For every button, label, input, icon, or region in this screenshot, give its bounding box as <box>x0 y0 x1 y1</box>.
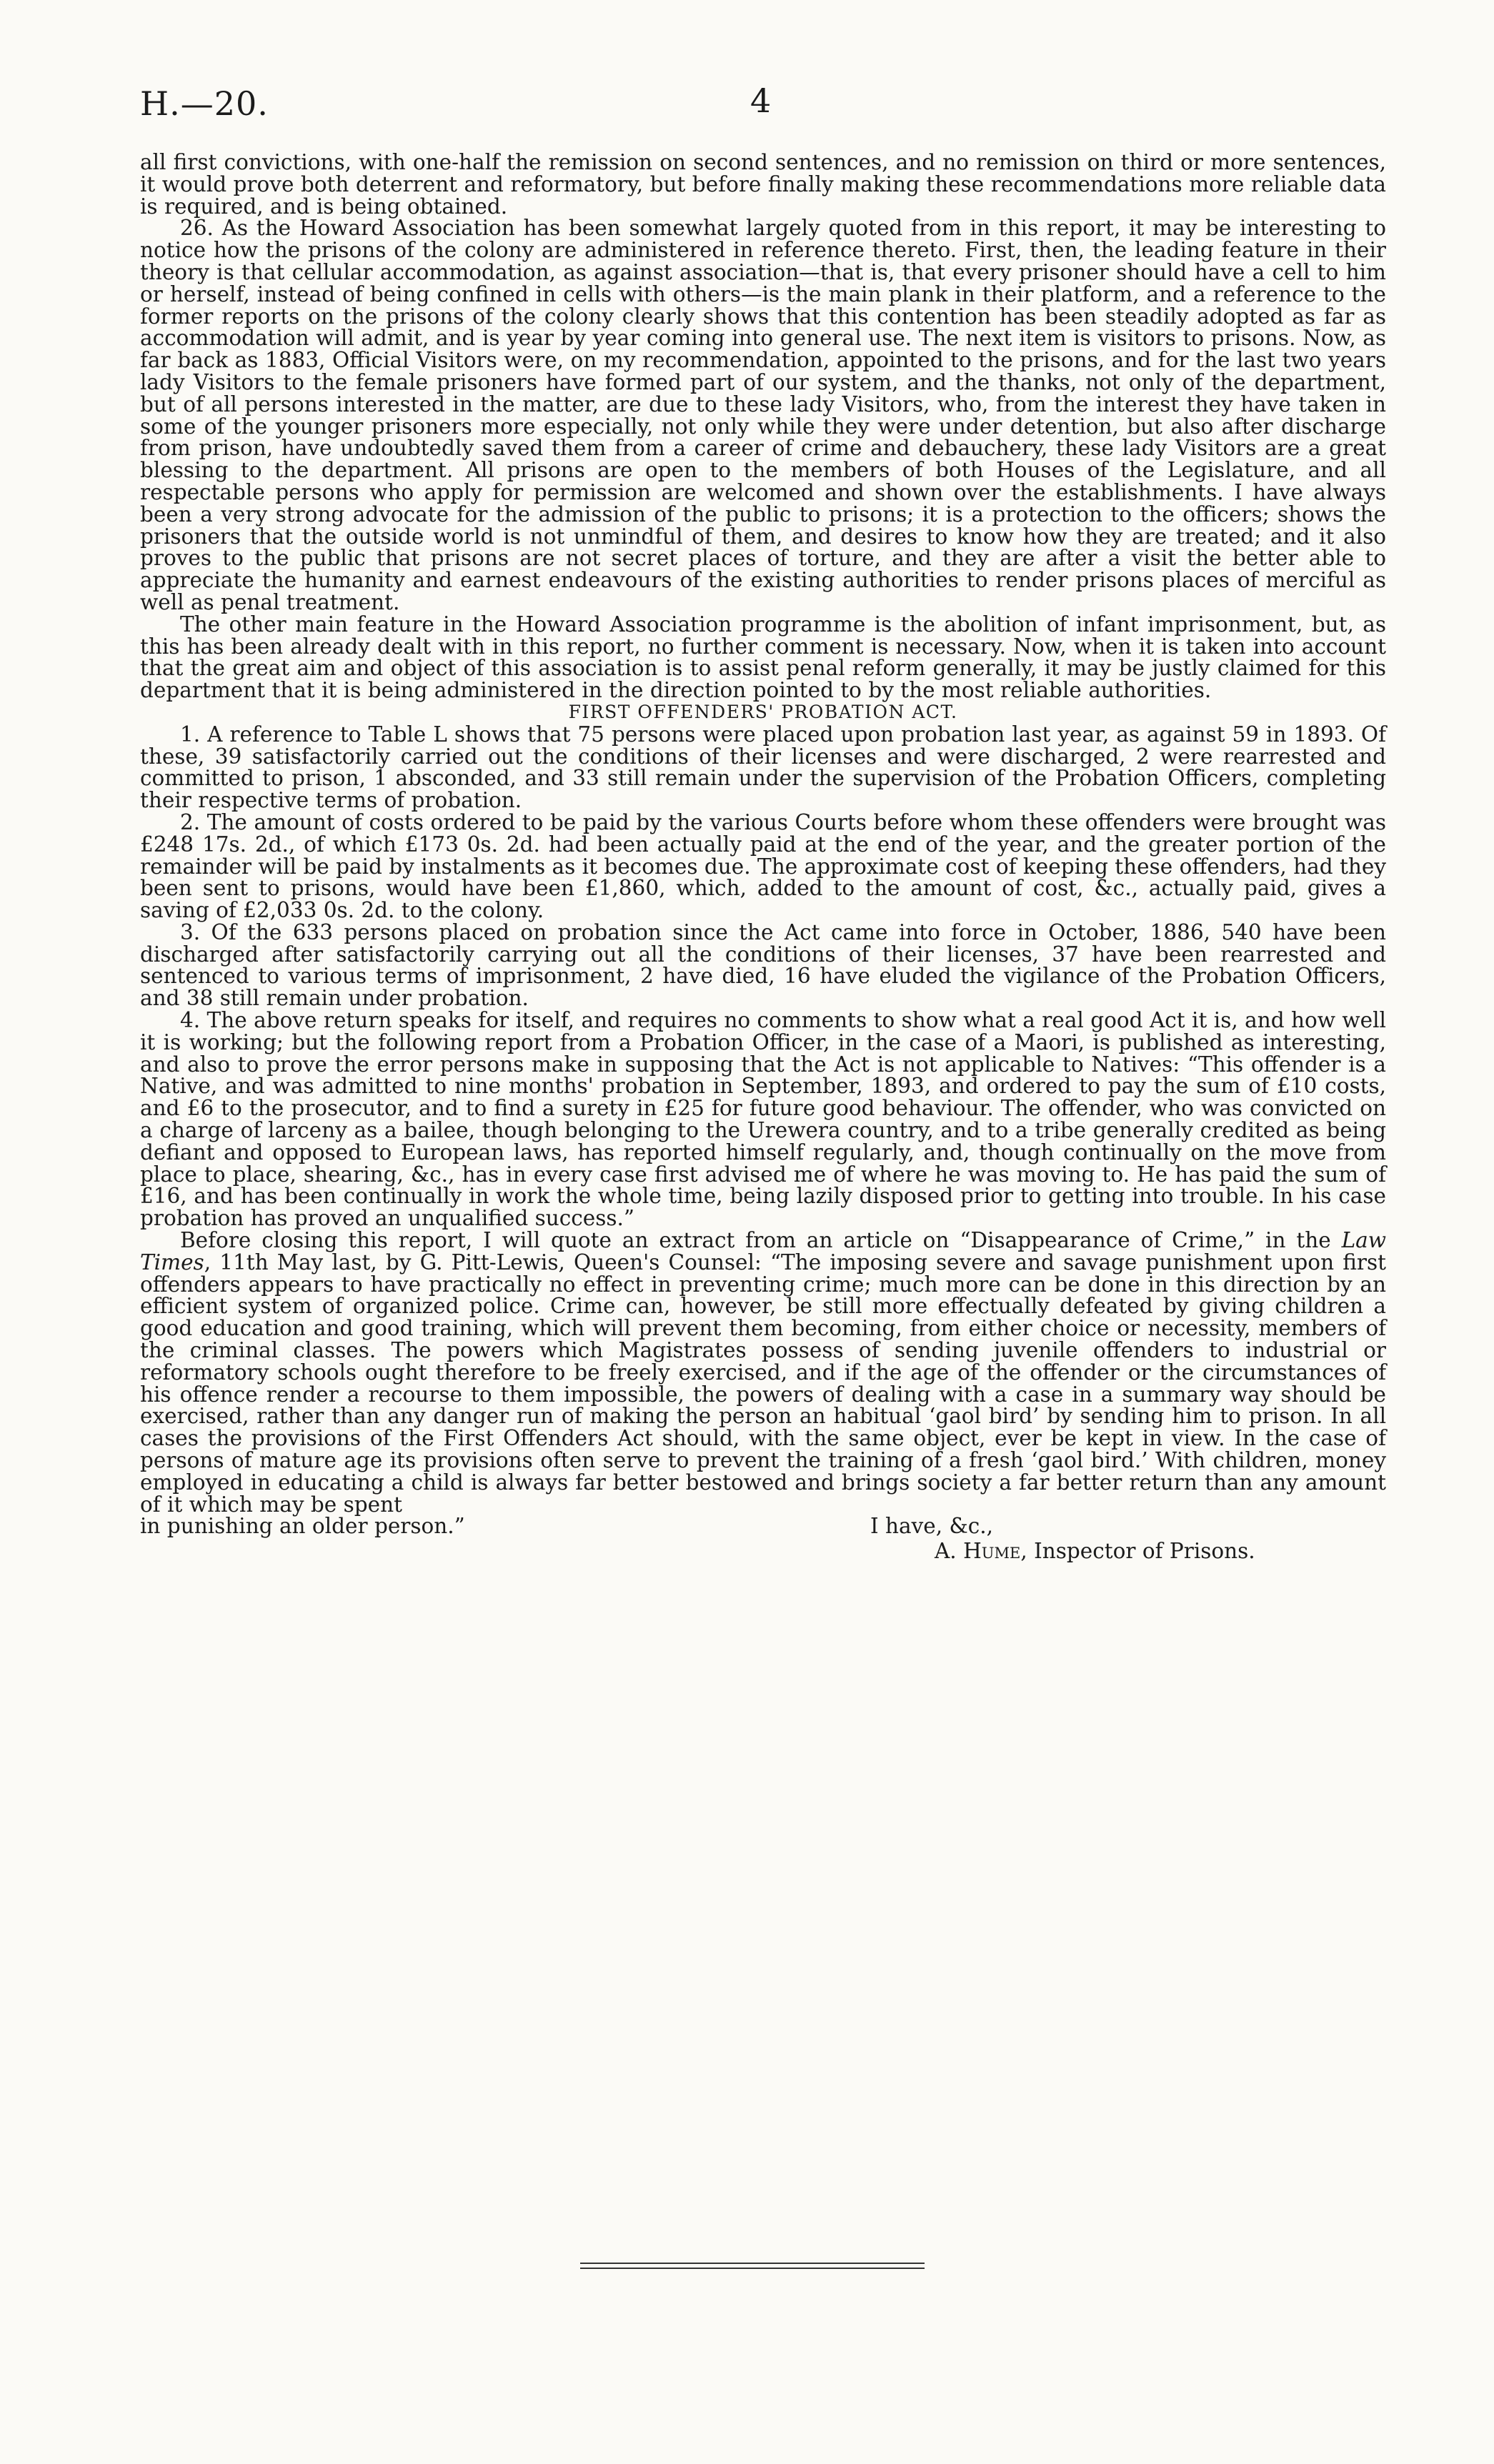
signature-text <box>935 1540 1255 1562</box>
intro-paragraph: all first convictions, with one-half the remission on second sentences, and no remission on third or more sentences, it would prove both deterrent and reformatory, but before finally making these recommendations more reliable data is required, and is being obtained. <box>140 150 1386 219</box>
valediction: I have, &c., <box>870 1514 994 1539</box>
probation-paragraph-1: 1. A reference to Table L shows that 75 persons were placed upon probation last year, as against 59 in 1893. Of these, 39 satisfactorily carried out the conditions of their licenses and were discharged, 2 were rearrested and committed to prison, 1 absconded, and 33 still remain under the supervision of the Probation Officers, completing their respective terms of probation. <box>140 722 1386 813</box>
closing-paragraph <box>140 1229 1386 1515</box>
signature-initial: A. <box>935 1539 964 1564</box>
page-number: 4 <box>750 81 772 120</box>
document-reference: H.—20. <box>140 84 269 123</box>
probation-paragraph-4: 4. The above return speaks for itself, and requires no comments to show what a real good Act it is, and how well it is working; but the following report from a Probation Officer, in the case of a Maori, is published as interesting, and also to prove the error persons make in supposing that the Act is not applicable to Natives: “This offender is a Native, and was admitted to nine months' probation in September, 1893, and ordered to pay the sum of £10 costs, and £6 to the prosecutor, and to find a surety in £25 for future good behaviour. The offender, who was convicted on a charge of larceny as a bailee, though belonging to the Urewera country, and to a tribe generally credited as being defiant and opposed to European laws, has reported himself regularly, and, though continually on the move from place to place, shearing, &c., has in every case first advised me of where he was moving to. He has paid the sum of £16, and has been continually in work the whole time, being lazily disposed prior to getting into trouble. In his case probation has proved an unqualified success.” <box>140 1008 1386 1231</box>
signature-surname: Hume <box>963 1539 1021 1564</box>
publication-title: Law Times <box>140 1228 1386 1275</box>
end-rule <box>580 2263 925 2273</box>
closing-last-line: in punishing an older person.” <box>140 1514 465 1539</box>
document-body <box>140 151 1386 1563</box>
signature-title: , Inspector of Prisons. <box>1020 1539 1255 1564</box>
signature <box>140 1537 1386 1563</box>
end-rule-line <box>580 2268 925 2269</box>
section-heading: FIRST OFFENDERS' PROBATION ACT. <box>568 701 958 722</box>
page-header <box>0 81 1494 127</box>
paragraph-26: 26. As the Howard Association has been somewhat largely quoted from in this report, it may be interesting to notice how the prisons of the colony are administered in reference thereto. First, then, the leading feature in their theory is that cellular accommodation, as against association—that is, that every prisoner should have a cell to him or herself, instead of being confined in cells with others—is the main plank in their platform, and a reference to the former reports on the prisons of the colony clearly shows that this contention has been steadily adopted as far as accommodation will admit, and is year by year coming into general use. The next item is visitors to prisons. Now, as far back as 1883, Official Visitors were, on my recommendation, appointed to the prisons, and for the last two years lady Visitors to the female prisoners have formed part of our system, and the thanks, not only of the department, but of all persons interested in the matter, are due to these lady Visitors, who, from the interest they have taken in some of the younger prisoners more especially, not only while they were under detention, but also after discharge from prison, have undoubtedly saved them from a career of crime and debauchery, these lady Visitors are a great blessing to the department. All prisons are open to the members of both Houses of the Legislature, and all respectable persons who apply for permission are welcomed and shown over the establishments. I have always been a very strong advocate for the admission of the public to prisons; it is a protection to the officers; shows the prisoners that the outside world is not unmindful of them, and desires to know how they are treated; and it also proves to the public that prisons are not secret places of torture, and they are after a visit the better able to appreciate the humanity and earnest endeavours of the existing authorities to render prisons places of merciful as well as penal treatment. <box>140 216 1386 614</box>
howard-association-paragraph: The other main feature in the Howard Association programme is the abolition of infant imprisonment, but, as this has been already dealt with in this report, no further comment is necessary. Now, when it is taken into account that the great aim and object of this association is to assist penal reform generally, it may be justly claimed for this department that it is being administered in the direction pointed to by the most reliable authorities. <box>140 612 1386 703</box>
closing-text-before: Before closing this report, I will quote an extract from an article on “Disappearance of Crime,” in the <box>180 1228 1342 1253</box>
probation-paragraph-3: 3. Of the 633 persons placed on probation since the Act came into force in October, 1886, 540 have been discharged after satisfactorily carrying out all the conditions of their licenses, 37 have been rearrested and sentenced to various terms of imprisonment, 2 have died, 16 have eluded the vigilance of the Probation Officers, and 38 still remain under probation. <box>140 919 1386 1011</box>
end-rule-line <box>580 2263 925 2264</box>
probation-paragraph-2: 2. The amount of costs ordered to be paid by the various Courts before whom these offenders were brought was £248 17s. 2d., of which £173 0s. 2d. had been actually paid at the end of the year, and the greater portion of the remainder will be paid by instalments as it becomes due. The approximate cost of keeping these offenders, had they been sent to prisons, would have been £1,860, which, added to the amount of cost, &c., actually paid, gives a saving of £2,033 0s. 2d. to the colony. <box>140 809 1386 923</box>
closing-text-after: , 11th May last, by G. Pitt-Lewis, Queen's Counsel: “The imposing severe and savage punishment upon first offenders appears to have practically no effect in preventing crime; much more can be done in this direction by an efficient system of organized police. Crime can, however, be still more effectually defeated by giving children a good education and good training, which will prevent them becoming, from either choice or necessity, members of the criminal classes. The powers which Magistrates possess of sending juvenile offenders to industrial or reformatory schools ought therefore to be freely exercised, and if the age of the offender or the circumstances of his offence render a recourse to them impossible, the powers of dealing with a case in a summary way should be exercised, rather than any danger run of making the person an habitual ‘gaol bird’ by sending him to prison. In all cases the provisions of the First Offenders Act should, with the same object, ever be kept in view. In the case of persons of mature age its provisions often serve to prevent the training of a fresh ‘gaol bird.’ With children, money employed in educating a child is always far better bestowed and brings society a far better return than any amount of it which may be spent <box>140 1250 1386 1517</box>
closing-final-line <box>140 1515 1386 1537</box>
